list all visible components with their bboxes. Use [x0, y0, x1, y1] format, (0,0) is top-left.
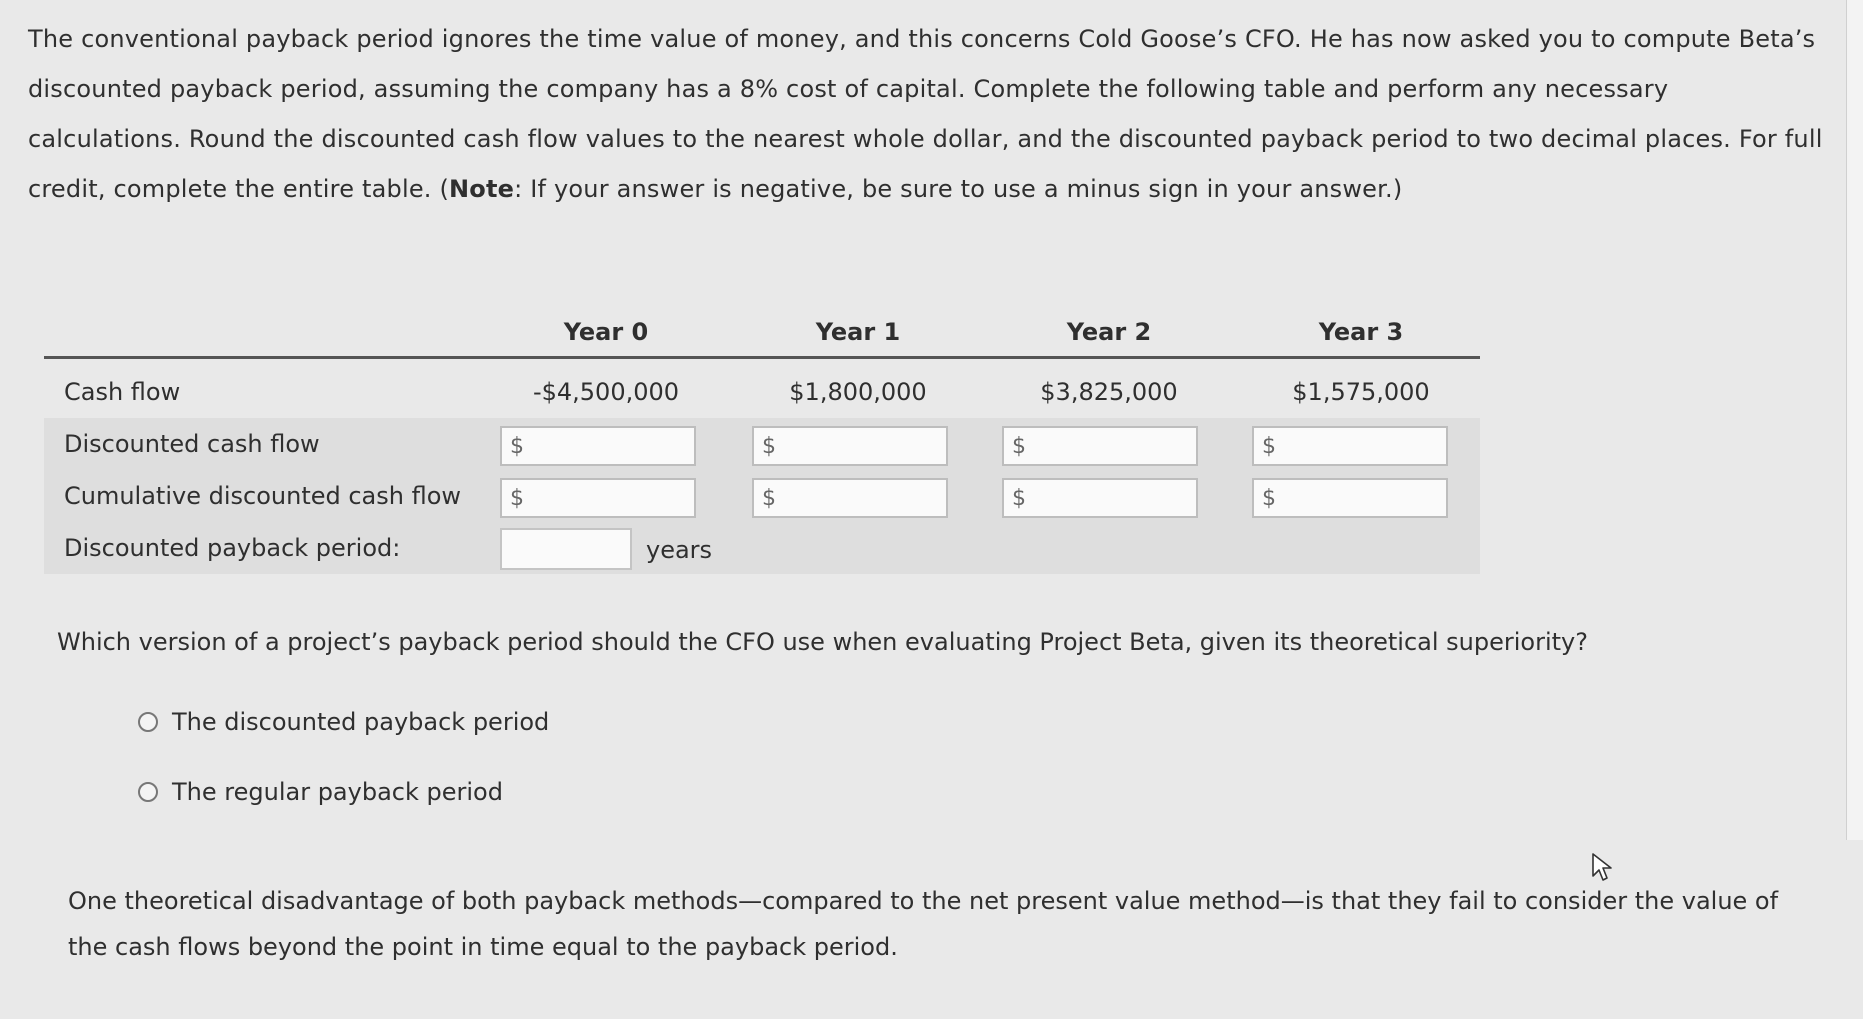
- discounted-cf-year-2-field[interactable]: [1002, 426, 1198, 466]
- years-unit-label: years: [646, 536, 713, 564]
- discounted-cf-year-0-input[interactable]: [528, 430, 690, 464]
- dollar-sign: $: [762, 434, 776, 459]
- option-discounted-payback-label[interactable]: The discounted payback period: [172, 708, 550, 736]
- radio-button-icon[interactable]: [138, 712, 158, 732]
- option-regular-payback-label[interactable]: The regular payback period: [172, 778, 503, 806]
- cash-flow-label: Cash flow: [64, 378, 181, 406]
- radio-button-icon[interactable]: [138, 782, 158, 802]
- cumulative-cf-year-3-field[interactable]: [1252, 478, 1448, 518]
- dollar-sign: $: [1012, 434, 1026, 459]
- payback-period-input[interactable]: [502, 530, 634, 570]
- discounted-cf-year-2-input[interactable]: [1030, 430, 1192, 464]
- header-divider: [44, 356, 1480, 359]
- intro-text-after: : If your answer is negative, be sure to use a minus sign in your answer.): [514, 175, 1403, 203]
- header-year-1: Year 1: [815, 318, 901, 346]
- cumulative-cf-year-0-input[interactable]: [528, 482, 690, 516]
- header-year-2: Year 2: [1066, 318, 1152, 346]
- scrollbar[interactable]: [1846, 0, 1863, 840]
- dollar-sign: $: [1262, 434, 1276, 459]
- row-cash-flow: [44, 366, 1480, 418]
- discounted-payback-period-label: Discounted payback period:: [64, 534, 401, 562]
- cumulative-cf-year-1-field[interactable]: [752, 478, 948, 518]
- cash-flow-year-0: -$4,500,000: [532, 378, 680, 406]
- cumulative-cf-year-2-input[interactable]: [1030, 482, 1192, 516]
- dollar-sign: $: [1262, 486, 1276, 511]
- cumulative-cf-year-2-field[interactable]: [1002, 478, 1198, 518]
- intro-paragraph: [28, 14, 1828, 214]
- mouse-pointer-icon: [1590, 852, 1616, 882]
- dollar-sign: $: [762, 486, 776, 511]
- discounted-cash-flow-label: Discounted cash flow: [64, 430, 320, 458]
- cash-flow-year-3: $1,575,000: [1292, 378, 1430, 406]
- cumulative-cf-year-0-field[interactable]: [500, 478, 696, 518]
- discounted-cf-year-1-input[interactable]: [780, 430, 942, 464]
- payback-period-field[interactable]: [500, 528, 632, 570]
- header-year-0: Year 0: [563, 318, 649, 346]
- dollar-sign: $: [510, 434, 524, 459]
- intro-note-label: Note: [449, 175, 515, 203]
- row-discounted-cash-flow: [44, 418, 1480, 470]
- option-discounted-payback[interactable]: [138, 708, 549, 736]
- discounted-cf-year-1-field[interactable]: [752, 426, 948, 466]
- cumulative-cf-year-1-input[interactable]: [780, 482, 942, 516]
- cash-flow-year-1: $1,800,000: [789, 378, 927, 406]
- payback-version-question: Which version of a project’s payback period should the CFO use when evaluating Project Beta, given its theoretical superiority?: [57, 628, 1588, 656]
- row-discounted-payback-period: [44, 522, 1480, 574]
- discounted-cf-year-3-field[interactable]: [1252, 426, 1448, 466]
- discounted-cf-year-0-field[interactable]: [500, 426, 696, 466]
- cumulative-discounted-cash-flow-label: Cumulative discounted cash flow: [64, 482, 462, 510]
- dollar-sign: $: [510, 486, 524, 511]
- cumulative-cf-year-3-input[interactable]: [1280, 482, 1442, 516]
- row-cumulative-discounted-cash-flow: [44, 470, 1480, 522]
- header-year-3: Year 3: [1318, 318, 1404, 346]
- dollar-sign: $: [1012, 486, 1026, 511]
- payback-disadvantage-note: One theoretical disadvantage of both payback methods—compared to the net present value method—is that they fail to consider the value of the cash flows beyond the point in time equal to the payback period.: [68, 887, 1779, 961]
- discounted-cf-year-3-input[interactable]: [1280, 430, 1442, 464]
- cash-flow-year-2: $3,825,000: [1040, 378, 1178, 406]
- intro-text-before: The conventional payback period ignores the time value of money, and this concerns Cold Goose’s CFO. He has now asked you to compute Beta’s discounted payback period, assuming the company has a 8% cost of capital. Complete the following table and perform any necessary calculations. Round the discounted cash flow values to the nearest whole dollar, and the discounted payback period to two decimal places. For full credit, complete the entire table. (: [28, 25, 1823, 203]
- option-regular-payback[interactable]: [138, 778, 503, 806]
